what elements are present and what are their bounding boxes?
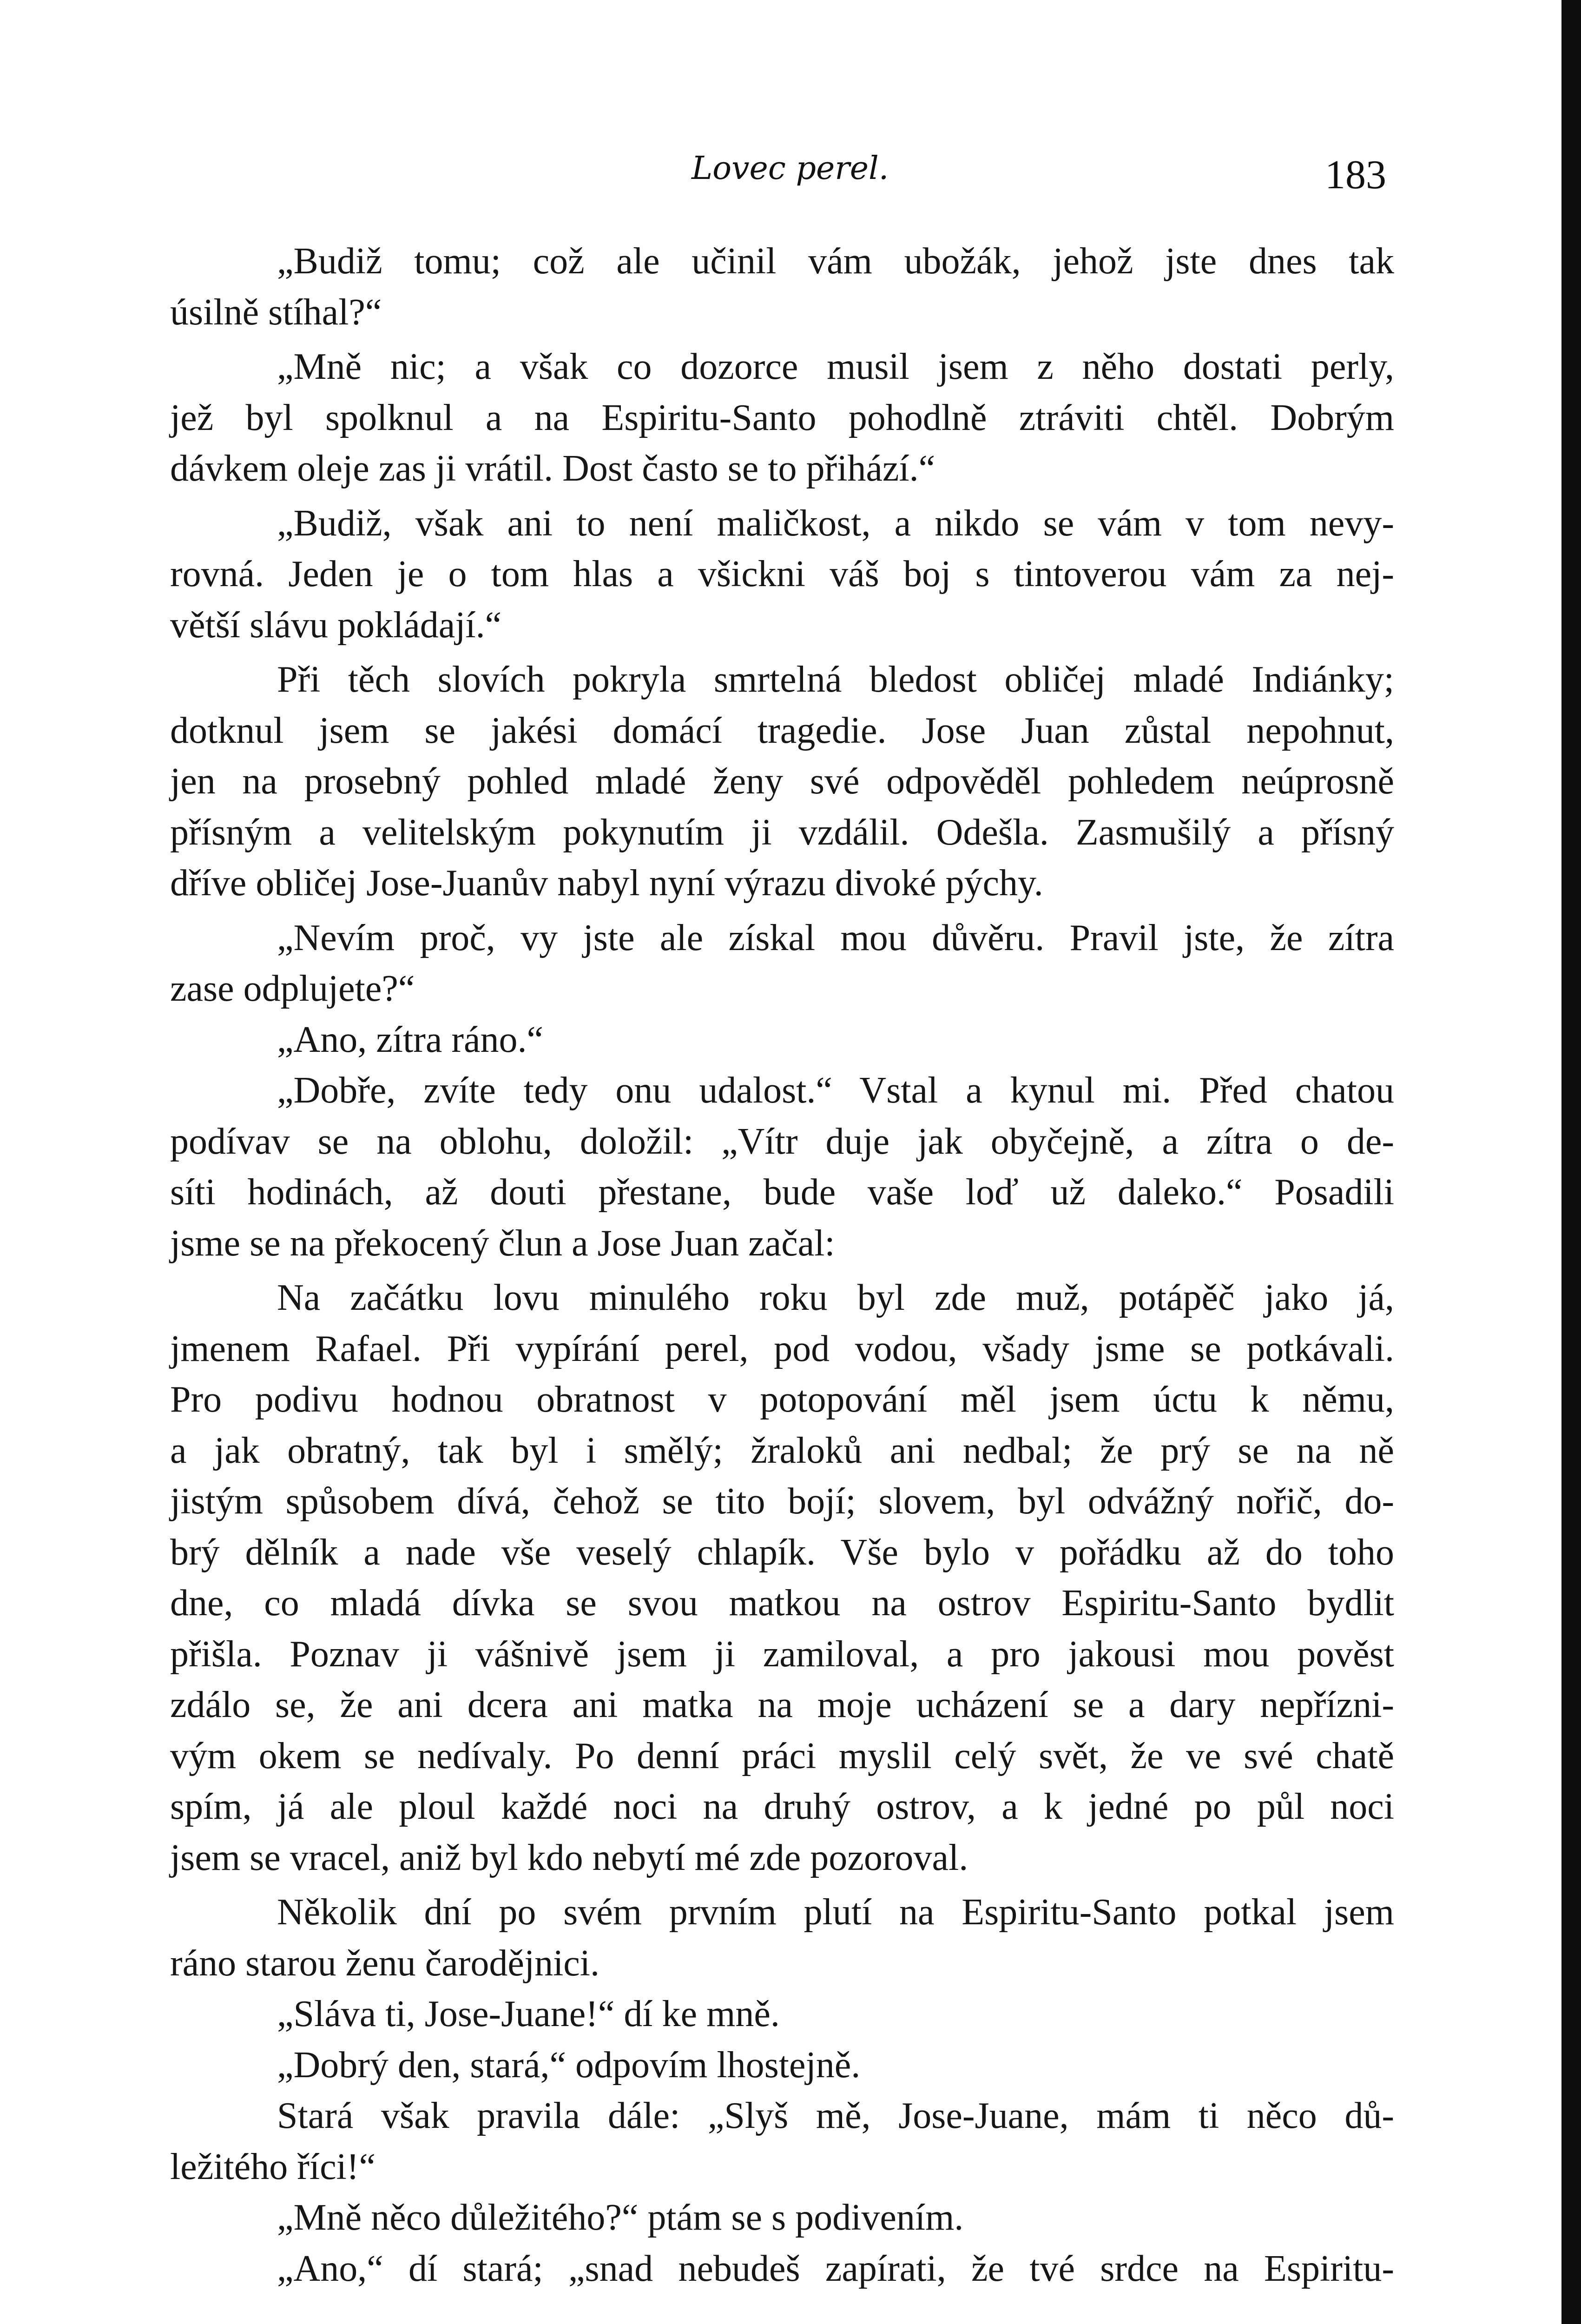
- text-line: podívav se na oblohu, doložil: „Vítr duje jak obyčejně, a zítra o de-: [170, 1121, 1394, 1162]
- text-line: „Sláva ti, Jose-Juane!“ dí ke mně.: [277, 1994, 780, 2034]
- body-text: [170, 236, 1394, 2294]
- text-line: síti hodinách, až douti přestane, bude vaše loď už daleko.“ Posadili: [170, 1172, 1394, 1213]
- text-line: brý dělník a nade vše veselý chlapík. Vše bylo v pořádku až do toho: [170, 1532, 1394, 1573]
- text-line: Několik dní po svém prvním plutí na Espiritu-Santo potkal jsem: [277, 1892, 1394, 1933]
- text-line: Při těch slovích pokryla smrtelná bledost obličej mladé Indiánky;: [277, 659, 1394, 700]
- text-line: přišla. Poznav ji vášnivě jsem ji zamiloval, a pro jakousi mou pověst: [170, 1633, 1394, 1675]
- text-line: spím, já ale ploul každé noci na druhý ostrov, a k jedné po půl noci: [170, 1786, 1394, 1827]
- text-line: ráno starou ženu čarodějnici.: [170, 1942, 600, 1984]
- text-line: zase odplujete?“: [170, 968, 415, 1009]
- text-line: „Dobře, zvíte tedy onu udalost.“ Vstal a kynul mi. Před chatou: [277, 1070, 1394, 1111]
- text-line: jež byl spolknul a na Espiritu-Santo pohodlně ztráviti chtěl. Dobrým: [170, 397, 1394, 438]
- text-line: zdálo se, že ani dcera ani matka na moje ucházení se a dary nepřízni-: [170, 1684, 1394, 1725]
- text-line: dávkem oleje zas ji vrátil. Dost často se to přihází.“: [170, 448, 935, 489]
- text-line: dne, co mladá dívka se svou matkou na ostrov Espiritu-Santo bydlit: [170, 1583, 1394, 1624]
- page-number: 183: [1325, 152, 1386, 198]
- scan-edge: [1561, 0, 1581, 2324]
- text-line: vým okem se nedívaly. Po denní práci myslil celý svět, že ve své chatě: [170, 1735, 1394, 1776]
- text-line: přísným a velitelským pokynutím ji vzdálil. Odešla. Zasmušilý a přísný: [170, 812, 1394, 853]
- text-line: dotknul jsem se jakési domácí tragedie. Jose Juan zůstal nepohnut,: [170, 710, 1394, 751]
- text-line: Pro podivu hodnou obratnost v potopování měl jsem úctu k němu,: [170, 1379, 1394, 1420]
- text-line: „Ano, zítra ráno.“: [277, 1019, 544, 1060]
- text-line: „Budiž tomu; což ale učinil vám ubožák, jehož jste dnes tak: [277, 241, 1394, 282]
- text-line: dříve obličej Jose-Juanův nabyl nyní výrazu divoké pýchy.: [170, 863, 1043, 904]
- text-line: ležitého říci!“: [170, 2146, 375, 2187]
- text-line: jsem se vracel, aniž byl kdo nebytí mé zde pozoroval.: [170, 1837, 968, 1878]
- text-line: „Mně nic; a však co dozorce musil jsem z něho dostati perly,: [277, 346, 1394, 387]
- text-line: „Mně něco důležitého?“ ptám se s podivením.: [277, 2197, 964, 2238]
- text-line: úsilně stíhal?“: [170, 291, 382, 333]
- text-line: jen na prosebný pohled mladé ženy své odpověděl pohledem neúprosně: [170, 761, 1394, 802]
- text-line: „Dobrý den, stará,“ odpovím lhostejně.: [277, 2044, 861, 2086]
- text-line: jmenem Rafael. Při vypírání perel, pod vodou, všady jsme se potkávali.: [170, 1328, 1394, 1369]
- text-line: Na začátku lovu minulého roku byl zde muž, potápěč jako já,: [277, 1277, 1394, 1318]
- text-line: Stará však pravila dále: „Slyš mě, Jose-Juane, mám ti něco dů-: [277, 2095, 1394, 2136]
- text-line: rovná. Jeden je o tom hlas a všickni váš boj s tintoverou vám za nej-: [170, 554, 1394, 594]
- running-head: Lovec perel.: [692, 150, 889, 187]
- text-line: „Nevím proč, vy jste ale získal mou důvěru. Pravil jste, že zítra: [277, 917, 1394, 958]
- text-line: a jak obratný, tak byl i smělý; žraloků ani nedbal; že prý se na ně: [170, 1430, 1394, 1471]
- text-line: „Ano,“ dí stará; „snad nebudeš zapírati, že tvé srdce na Espiritu-: [277, 2248, 1394, 2289]
- text-line: jsme se na překocený člun a Jose Juan začal:: [170, 1222, 835, 1264]
- text-line: větší slávu pokládají.“: [170, 604, 502, 646]
- text-line: jistým spůsobem dívá, čehož se tito bojí; slovem, byl odvážný nořič, do-: [170, 1481, 1394, 1522]
- text-line: „Budiž, však ani to není maličkost, a nikdo se vám v tom nevy-: [277, 502, 1394, 544]
